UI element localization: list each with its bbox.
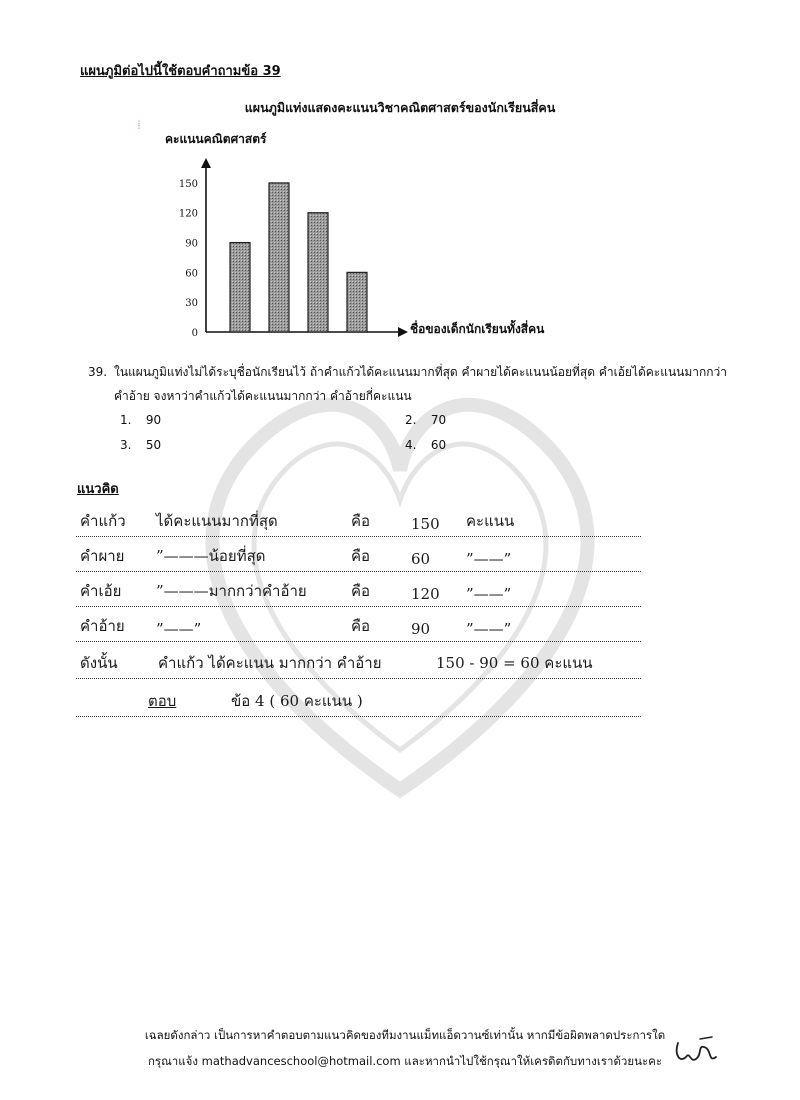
- row-unit: ”——”: [466, 620, 512, 638]
- answer-text: ข้อ 4 ( 60 คะแนน ): [231, 692, 363, 710]
- choice-number: 2.: [405, 413, 417, 427]
- x-axis-arrow: [398, 327, 408, 337]
- row-is: คือ: [351, 547, 371, 565]
- row-is: คือ: [351, 512, 371, 530]
- conclusion-text: คำแก้ว ได้คะแนน มากกว่า คำอ้าย: [158, 654, 382, 672]
- solution-conclusion: [76, 652, 641, 679]
- handwritten-signature: [670, 1033, 730, 1073]
- section-heading: แผนภูมิต่อไปนี้ใช้ตอบคำถามข้อ 39: [80, 64, 281, 79]
- row-score: 150: [411, 515, 440, 533]
- solution-row-kamkaew: [76, 510, 641, 537]
- y-tick-label-0: 0: [191, 328, 198, 339]
- question-39: [88, 360, 728, 408]
- method-heading: แนวคิด: [77, 482, 119, 497]
- row-unit: ”——”: [466, 550, 512, 568]
- answer-label: ตอบ: [148, 692, 177, 710]
- choice-number: 3.: [120, 438, 132, 452]
- row-is: คือ: [351, 617, 371, 635]
- row-unit: ”——”: [466, 585, 512, 603]
- row-score: 120: [411, 585, 440, 603]
- bar-chart: [170, 150, 420, 350]
- row-description: ”———น้อยที่สุด: [156, 547, 266, 565]
- student-name: คำแก้ว: [80, 512, 126, 530]
- solution-row-kamoei: [76, 580, 641, 607]
- footer-line-2: กรุณาแจ้ง mathadvanceschool@hotmail.com และหากนำไปใช้กรุณาให้เครดิตกับทางเราด้วยนะคะ: [147, 1054, 663, 1068]
- bar-4: [347, 272, 367, 332]
- choice-text: 70: [430, 413, 447, 427]
- row-score: 60: [411, 550, 431, 568]
- bar-2: [269, 183, 289, 332]
- y-tick-label-30: 30: [185, 298, 198, 310]
- bar-1: [230, 243, 250, 332]
- conclusion-calc: 150 - 90 = 60 คะแนน: [436, 654, 593, 672]
- y-axis-arrow: [201, 158, 211, 168]
- row-description: ได้คะแนนมากที่สุด: [156, 512, 278, 530]
- question-text: ในแผนภูมิแท่งไม่ได้ระบุชื่อนักเรียนไว้ ถ้าคำแก้วได้คะแนนมากที่สุด คำผายได้คะแนนน้อยที่สุด คำเอ้ยได้คะแนนมากกว่าคำอ้าย จงหาว่าคำแก้วได้คะแนนมากกว่า คำอ้ายกี่คะแนน: [114, 365, 728, 403]
- ink-speck: ⁞: [137, 118, 141, 132]
- y-tick-label-90: 90: [185, 238, 198, 250]
- chart-x-axis-label: ชื่อของเด็กนักเรียนทั้งสี่คน: [410, 322, 545, 336]
- solution-answer: [76, 690, 641, 717]
- y-tick-label-150: 150: [178, 178, 198, 190]
- question-number: 39.: [88, 365, 108, 379]
- choice-text: 90: [145, 413, 162, 427]
- row-is: คือ: [351, 582, 371, 600]
- footer-line-1: เฉลยดังกล่าว เป็นการหาคำตอบตามแนวคิดของทีมงานแม็ทแอ็ดวานซ์เท่านั้น หากมีข้อผิดพลาดประการใด: [144, 1028, 666, 1042]
- solution-row-kamai: [76, 615, 641, 642]
- student-name: คำเอ้ย: [80, 582, 122, 600]
- student-name: คำผาย: [80, 547, 125, 565]
- choice-2[interactable]: [405, 413, 446, 427]
- row-unit: คะแนน: [466, 512, 515, 530]
- chart-title: แผนภูมิแท่งแสดงคะแนนวิชาคณิตศาสตร์ของนักเรียนสี่คน: [244, 100, 556, 115]
- choice-number: 1.: [120, 413, 132, 427]
- conclusion-start: ดังนั้น: [80, 654, 118, 672]
- choice-text: 50: [145, 438, 162, 452]
- row-description: ”——”: [156, 620, 202, 638]
- bar-chart-svg: [170, 150, 420, 350]
- solution-row-kamphai: [76, 545, 641, 572]
- choice-4[interactable]: [405, 438, 446, 452]
- bar-3: [308, 213, 328, 332]
- row-score: 90: [411, 620, 431, 638]
- y-tick-label-120: 120: [178, 208, 198, 220]
- choice-1[interactable]: [120, 413, 161, 427]
- choice-text: 60: [430, 438, 447, 452]
- footer-note: [95, 1022, 715, 1074]
- student-name: คำอ้าย: [80, 617, 125, 635]
- y-tick-label-60: 60: [185, 268, 198, 280]
- choice-number: 4.: [405, 438, 417, 452]
- chart-y-axis-label: คะแนนคณิตศาสตร์: [165, 132, 267, 146]
- row-description: ”———มากกว่าคำอ้าย: [156, 582, 307, 600]
- choice-3[interactable]: [120, 438, 161, 452]
